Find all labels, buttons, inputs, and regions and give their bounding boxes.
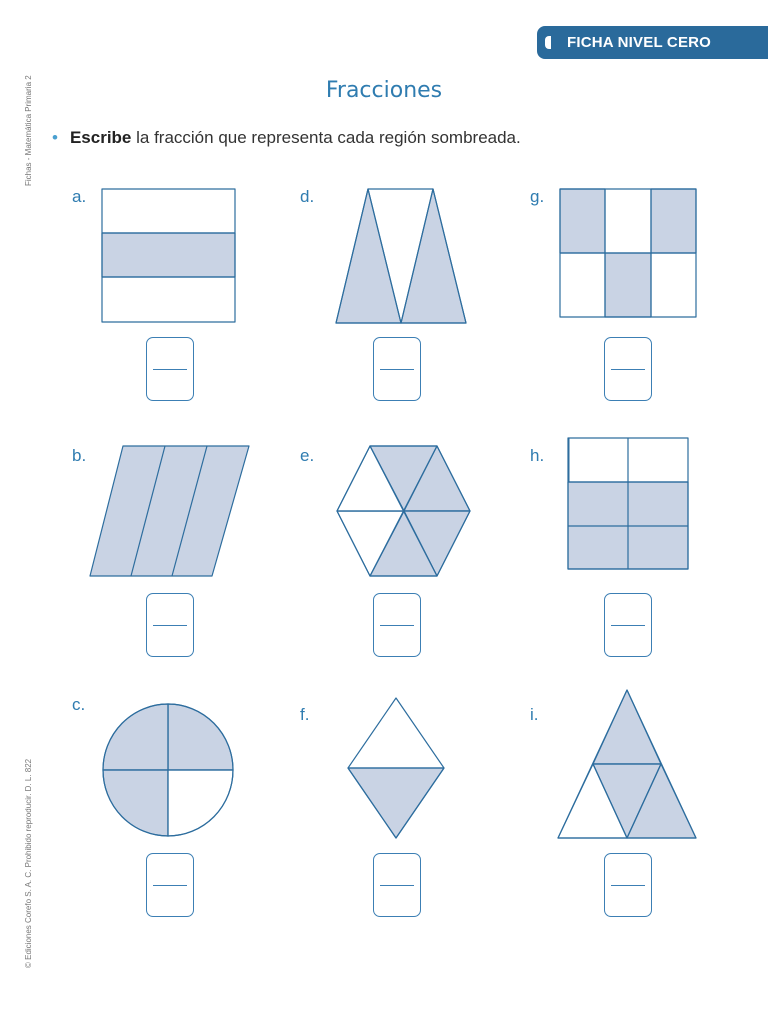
fraction-bar <box>380 625 414 626</box>
figure-f-rhombus <box>348 698 444 838</box>
exercise-label-c: c. <box>72 695 86 714</box>
exercise-label-a: a. <box>72 187 87 206</box>
side-text-top: Fichas - Matemática Primaria 2 <box>24 75 33 186</box>
instruction-verb: Escribe <box>69 128 132 147</box>
instruction-text: la fracción que representa cada región sombreada. <box>131 128 521 147</box>
figure-c-circle <box>103 704 233 836</box>
fraction-bar <box>153 369 187 370</box>
figure-d-trapezoid <box>336 189 466 323</box>
answer-box-a[interactable] <box>146 337 194 401</box>
exercise-label-g: g. <box>530 187 545 206</box>
exercise-label-b: b. <box>72 446 87 465</box>
figure-g-grid <box>560 189 696 317</box>
fraction-bar <box>611 885 645 886</box>
answer-box-c[interactable] <box>146 853 194 917</box>
figure-b-parallelogram <box>90 446 249 576</box>
side-text-bottom: © Ediciones Corefo S. A. C. Prohibido reproducir. D. L. 822 <box>24 758 33 968</box>
exercise-label-h: h. <box>530 446 545 465</box>
exercise-label-f: f. <box>300 705 310 724</box>
fraction-bar <box>611 369 645 370</box>
answer-box-g[interactable] <box>604 337 652 401</box>
figure-h-grid <box>568 438 688 569</box>
bullet-icon: • <box>52 128 58 147</box>
fraction-bar <box>380 369 414 370</box>
answer-box-e[interactable] <box>373 593 421 657</box>
answer-box-d[interactable] <box>373 337 421 401</box>
figure-i-triangle <box>558 690 696 838</box>
page-title: Fracciones <box>325 78 443 103</box>
answer-box-b[interactable] <box>146 593 194 657</box>
fraction-bar <box>153 625 187 626</box>
fraction-bar <box>153 885 187 886</box>
exercise-label-d: d. <box>300 187 315 206</box>
figure-e-hexagon <box>337 446 470 576</box>
exercise-label-i: i. <box>530 705 539 724</box>
answer-box-i[interactable] <box>604 853 652 917</box>
figure-a-rectangle <box>102 189 235 322</box>
answer-box-h[interactable] <box>604 593 652 657</box>
fraction-bar <box>611 625 645 626</box>
fraction-bar <box>380 885 414 886</box>
exercise-label-e: e. <box>300 446 315 465</box>
answer-box-f[interactable] <box>373 853 421 917</box>
badge-label: FICHA NIVEL CERO <box>567 34 712 51</box>
